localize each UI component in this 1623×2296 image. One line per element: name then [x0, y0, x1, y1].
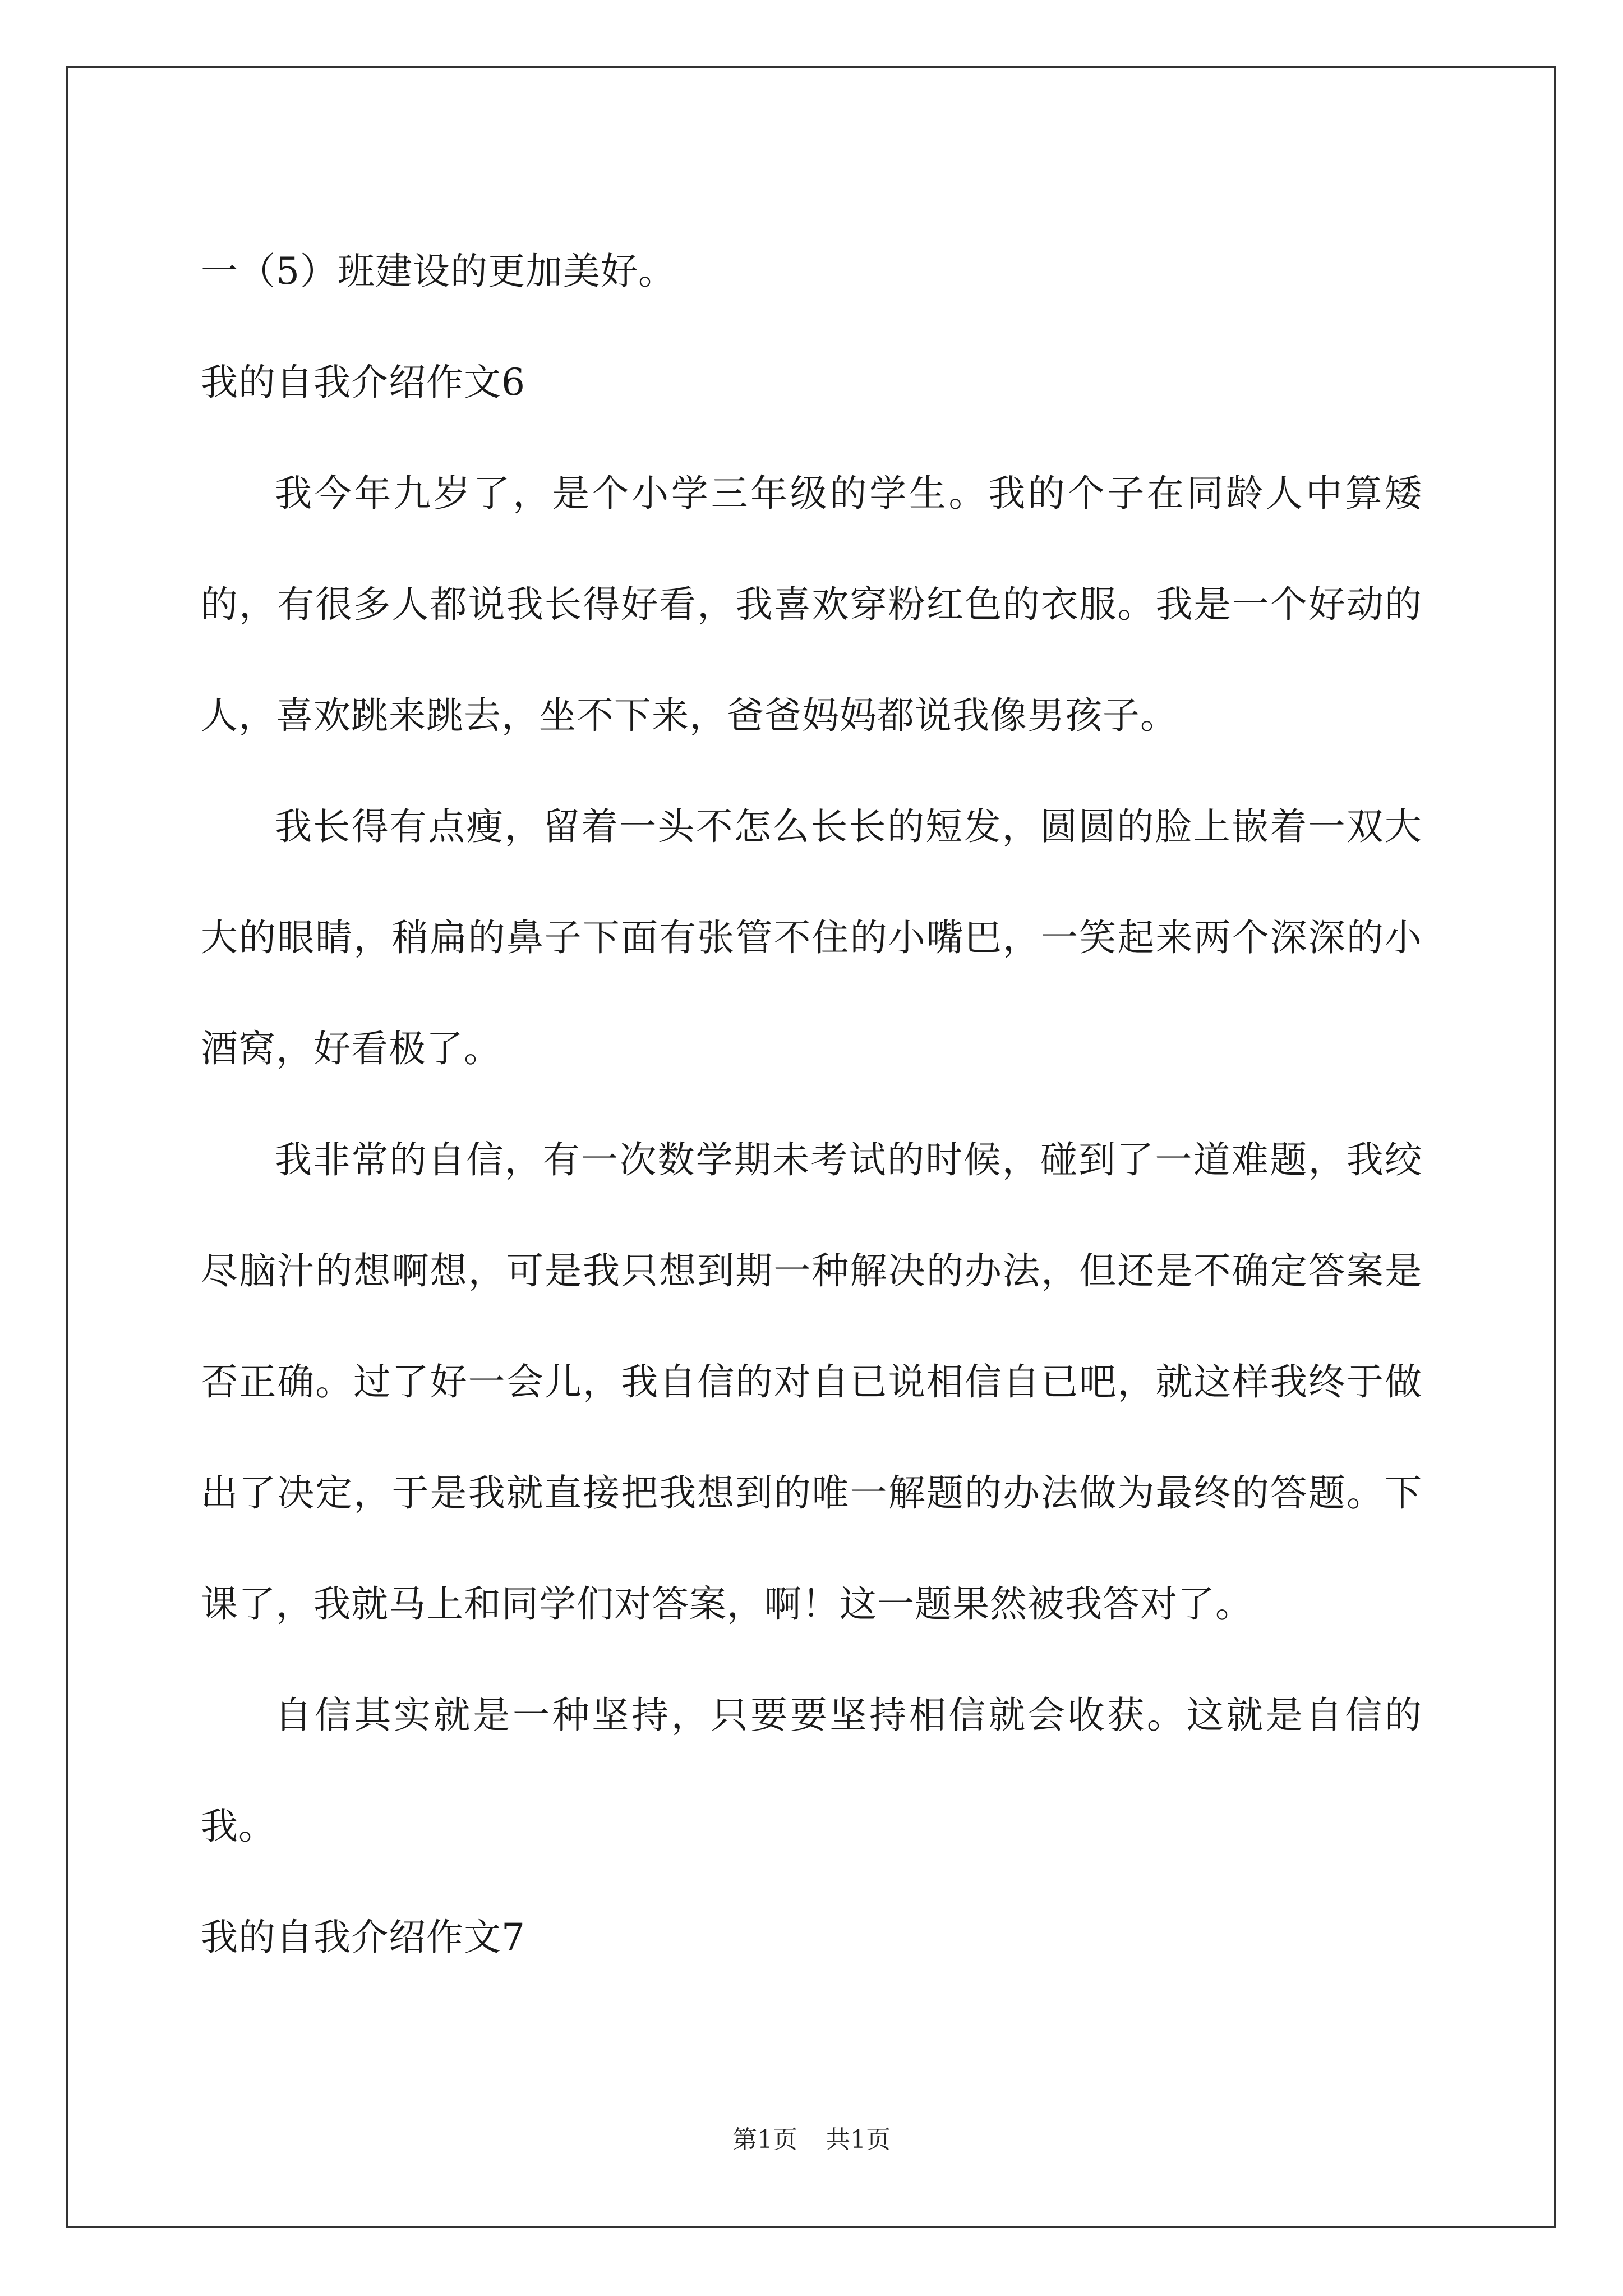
page-number: 第1页: [732, 2125, 797, 2154]
paragraph: 自信其实就是一种坚持，只要要坚持相信就会收获。这就是自信的我。: [201, 1694, 1422, 1848]
paragraph: 我长得有点瘦，留着一头不怎么长长的短发，圆圆的脸上嵌着一双大大的眼睛，稍扁的鼻子下面有张管不住的小嘴巴，一笑起来两个深深的小酒窝，好看极了。: [201, 805, 1422, 1070]
page-total: 共1页: [826, 2125, 891, 2154]
section-heading: 我的自我介绍作文6: [201, 361, 525, 404]
paragraph: 我今年九岁了，是个小学三年级的学生。我的个子在同龄人中算矮的，有很多人都说我长得好看，我喜欢穿粉红色的衣服。我是一个好动的人，喜欢跳来跳去，坐不下来，爸爸妈妈都说我像男孩子。: [201, 472, 1422, 737]
lead-line: 一（5）班建设的更加美好。: [201, 250, 676, 293]
paragraph: 我非常的自信，有一次数学期未考试的时候，碰到了一道难题，我绞尽脑汁的想啊想，可是我只想到期一种解决的办法，但还是不确定答案是否正确。过了好一会儿，我自信的对自已说相信自已吧，就这样我终于做出了决定，于是我就直接把我想到的唯一解题的办法做为最终的答题。下课了，我就马上和同学们对答案，啊！这一题果然被我答对了。: [201, 1138, 1422, 1626]
page-footer: [0, 2119, 1623, 2155]
document-body: [201, 216, 1422, 1993]
section-heading: 我的自我介绍作文7: [201, 1916, 525, 1959]
